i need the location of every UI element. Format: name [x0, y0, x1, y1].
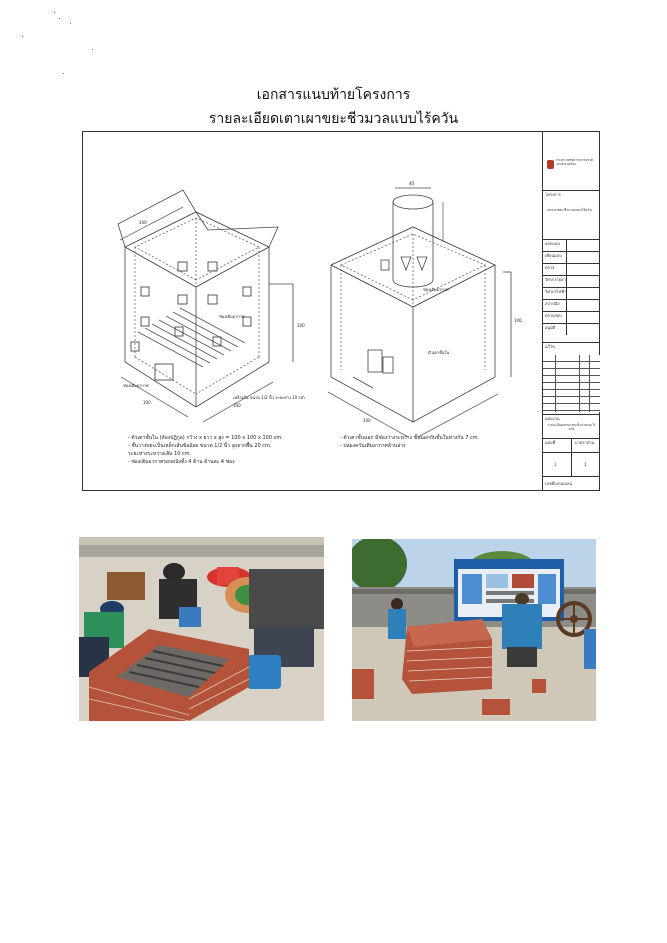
sheet-number: 1	[554, 462, 557, 467]
field-label: ตรวจสอบ	[545, 313, 562, 318]
footer-row	[543, 476, 600, 490]
annotation-label: ช่องเติมอากาศ	[219, 314, 245, 319]
sheet-label: แผ่นที่	[545, 440, 556, 445]
agency-logo-icon	[547, 160, 554, 169]
scan-speck	[92, 49, 93, 50]
footer-label: เลขที่แบบแปลน	[545, 481, 573, 486]
sheet-number-row	[543, 452, 600, 476]
field-row	[543, 239, 600, 251]
drawing-title-label: แผ่นงาน	[545, 416, 560, 421]
note-line: ระยะห่างระหว่างเส้น 10 cm.	[128, 451, 192, 457]
field-row	[543, 251, 600, 263]
field-label: ออกแบบ	[545, 241, 560, 246]
dim-label: 40	[409, 181, 415, 186]
drawing-title: รายละเอียดเตาเผาขยะชีวมวลแบบไร้ควัน	[547, 423, 596, 431]
field-row	[543, 287, 600, 299]
field-row	[543, 299, 600, 311]
dim-label: 100	[514, 318, 522, 323]
field-label: สถาปนิก	[545, 301, 560, 306]
total-sheets: 1	[584, 462, 587, 467]
field-row	[543, 323, 600, 335]
annotation-label: ช่องเติมอากาศ	[423, 287, 449, 292]
field-row	[543, 275, 600, 287]
note-line: - ชั้นวางขยะเป็นเหล็กเส้นข้ออ้อย ขนาด 1/2 นิ้ว สูงจากพื้น 20 cm.	[128, 443, 272, 449]
photo-right	[352, 539, 596, 721]
field-row	[543, 311, 600, 323]
note-line: - ปล่องควันเติมอากาศด้านล่าง	[340, 443, 406, 449]
scale-row	[543, 438, 600, 452]
note-line: - ตัวเตาชั้นใน (ห้องปฏิกูล) กว้าง x ยาว x สูง = 100 x 100 x 100 cm.	[128, 435, 283, 441]
dim-label: 100	[297, 323, 305, 328]
scale-label: มาตราส่วน	[575, 440, 595, 445]
project-value: เตาเผาขยะชีวมวลแบบไร้ควัน	[547, 208, 592, 212]
note-line: - ช่องเติมอากาศรอบผนังทั้ง 4 ด้าน ด้านละ 4 ช่อง	[128, 459, 235, 465]
scan-speck	[59, 18, 60, 19]
scan-speck	[70, 23, 71, 24]
field-label: อนุมัติ	[545, 325, 556, 330]
field-row	[543, 263, 600, 275]
title-block	[542, 132, 600, 490]
annotation-label: ช่องเติมอากาศ	[123, 383, 149, 388]
agency-name: กระทรวงทรัพยากรธรรมชาติและสิ่งแวดล้อม	[556, 158, 593, 166]
scan-speck	[63, 73, 64, 74]
left-notes	[128, 434, 283, 466]
revision-table	[543, 342, 600, 412]
drawing-title-row	[543, 414, 600, 438]
field-label: ตรวจ	[545, 265, 555, 270]
annotation-label: ตัวเตาชั้นใน	[428, 350, 450, 355]
note-line: - ตัวเตาชั้นนอก มีช่องว่างระหว่าง ชั้นนอกกับชั้นในห่างกัน 7 cm.	[340, 435, 480, 441]
dim-label: 100	[139, 220, 147, 225]
field-label: วิศวกรไฟฟ้า	[545, 289, 567, 294]
project-label: โครงการ	[545, 192, 561, 197]
photo-right-image	[352, 539, 596, 721]
field-label: วิศวกรโยธา	[545, 277, 566, 282]
photo-left	[79, 537, 324, 721]
dim-label: 100	[233, 403, 241, 408]
photo-left-image	[79, 537, 324, 721]
drawing-sheet	[82, 131, 600, 491]
document-subtitle: รายละเอียดเตาเผาขยะชีวมวลแบบไร้ควัน	[208, 111, 459, 127]
revision-label: แก้ไข	[545, 344, 555, 349]
chimney-top	[393, 195, 433, 209]
project-row	[543, 190, 600, 232]
document-title: เอกสารแนบท้ายโครงการ	[256, 87, 411, 103]
right-notes	[340, 434, 479, 450]
scan-speck	[54, 12, 55, 13]
scan-speck	[22, 36, 23, 37]
field-label: เขียนแบบ	[545, 253, 562, 258]
dim-label: 100	[363, 418, 371, 423]
dim-label: 100	[143, 400, 151, 405]
annotation-label: เหล็กเส้น ขนาด 1/2 นิ้ว ระยะห่าง 10 cm.	[233, 395, 306, 400]
